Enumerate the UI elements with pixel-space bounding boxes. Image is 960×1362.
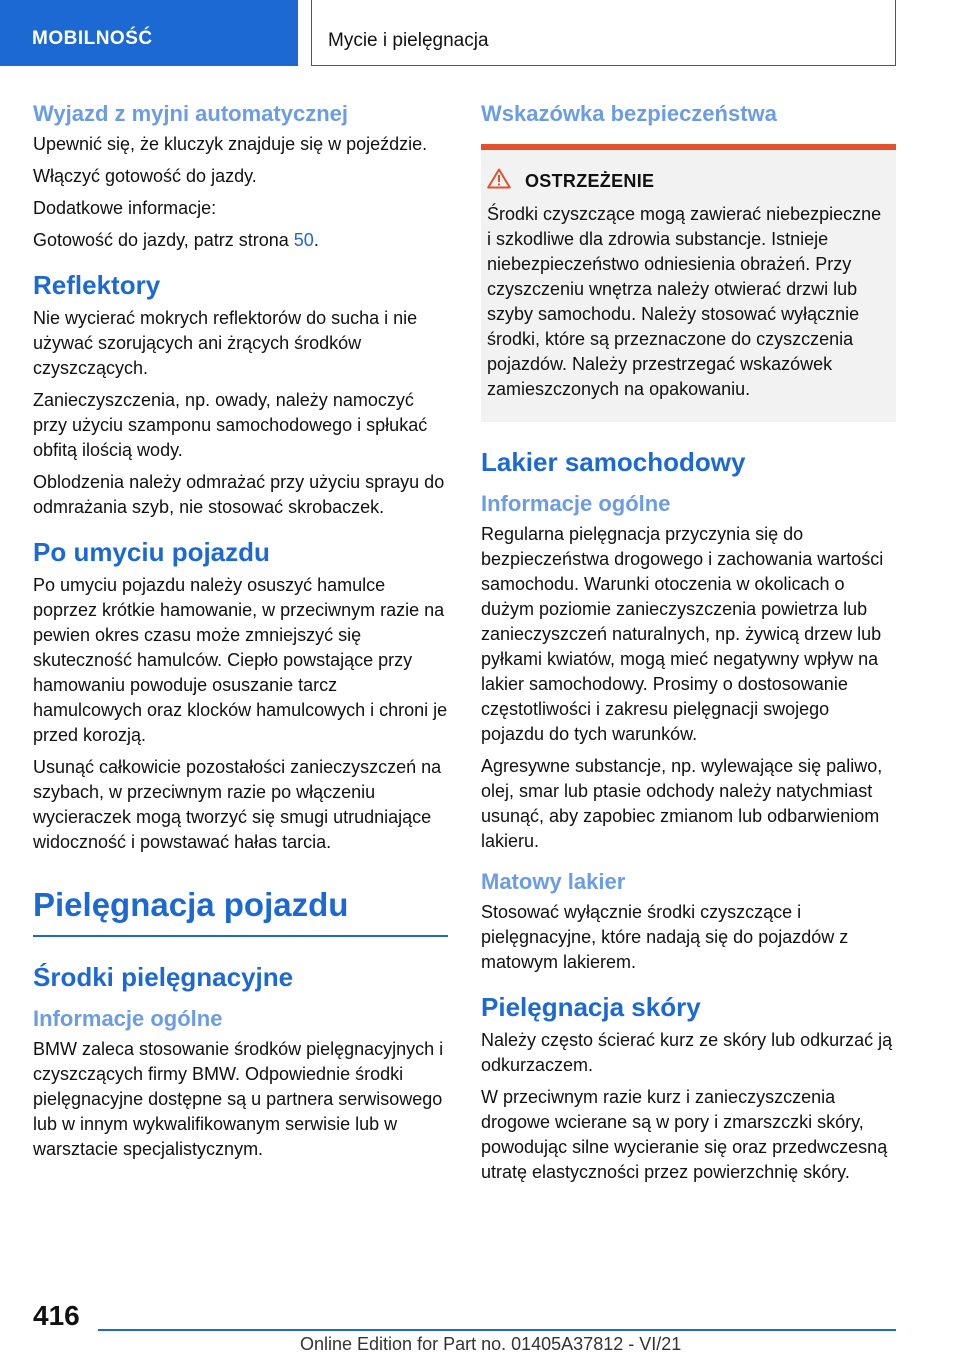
paint-p1: Regularna pielęgnacja przyczynia się do bezpieczeństwa drogowego i zachowania wartości samochodu. Warunki otoczenia w okolicach o dużym poziomie zanieczyszczenia powietrza lub zanieczyszczeń naturalnych, np. żywicą drzew lub pyłkami kwiatów, mogą mieć negatywny wpływ na lakier samochodowy. Prosimy o dostosowanie częstotliwości i zakresu pielęgnacji swojego pojazdu do tych warunków. [481, 524, 884, 744]
ready-to-drive-text: Gotowość do jazdy, patrz strona [33, 230, 294, 250]
chapter-title: Mycie i pielęgnacja [328, 30, 489, 51]
chapter-tab [311, 0, 896, 66]
page-header [0, 0, 960, 66]
section-tab [0, 0, 298, 66]
car-wash-exit-p4 [33, 228, 448, 253]
matte-paint-heading: Matowy lakier [481, 869, 626, 894]
headlights-p3: Oblodzenia należy odmrażać przy użyciu sprayu do odmrażania szyb, nie stosować skrobaczek. [33, 472, 445, 517]
leather-heading: Pielęgnacja skóry [481, 992, 701, 1022]
leather-p2: W przeciwnym razie kurz i zanieczyszczenia drogowe wcierane są w pory i zmarszczki skóry, powodując silne wycieranie się oraz przedwczesną utratę elastyczności przez powierzchnię skóry. [481, 1087, 888, 1182]
care-general-heading: Informacje ogólne [33, 1006, 223, 1031]
left-column [33, 100, 448, 1169]
page-number: 416 [33, 1300, 80, 1331]
page-reference-link[interactable]: 50 [293, 230, 314, 250]
care-general-p1: BMW zaleca stosowanie środków pielęgnacyjnych i czyszczących firmy BMW. Odpowiednie środki pielęgnacyjne dostępne są u partnera serwisowego lub w innym wykwalifikowanym serwisie lub w warsztacie specjalistycznym. [33, 1039, 444, 1159]
matte-paint-p1: Stosować wyłącznie środki czyszczące i pielęgnacyjne, które nadają się do pojazdów z matowym lakierem. [481, 902, 849, 972]
ready-to-drive-end: . [313, 230, 319, 250]
after-wash-heading: Po umyciu pojazdu [33, 537, 270, 567]
headlights-p1: Nie wycierać mokrych reflektorów do sucha i nie używać szorujących ani żrących środków czyszczących. [33, 308, 418, 378]
edition-note: Online Edition for Part no. 01405A37812 - VI/21 [300, 1334, 682, 1354]
car-wash-exit-p1: Upewnić się, że kluczyk znajduje się w pojeździe. [33, 134, 428, 154]
after-wash-p2: Usunąć całkowicie pozostałości zanieczyszczeń na szybach, w przeciwnym razie po włączeniu wycieraczek mogą tworzyć się smugi utrudniające widoczność i powstawać hałas tarcia. [33, 757, 442, 852]
paint-general-heading: Informacje ogólne [481, 491, 671, 516]
warning-block [481, 144, 896, 422]
headlights-p2: Zanieczyszczenia, np. owady, należy namoczyć przy użyciu szamponu samochodowego i spłukać obfitą ilością wody. [33, 390, 428, 460]
paint-heading: Lakier samochodowy [481, 447, 746, 477]
warning-box [481, 150, 896, 422]
chapter-heading: Pielęgnacja pojazdu [33, 885, 448, 937]
warning-text: Środki czyszczące mogą zawierać niebezpieczne i szkodliwe dla zdrowia substancje. Istnieje niebezpieczeństwo odniesienia obrażeń. Przy czyszczeniu wnętrza należy otwierać drzwi lub szyby samochodu. Należy stosować wyłącznie środki, które są przeznaczone do czyszczenia pojazdów. Należy przestrzegać wskazówek zamieszczonych na opakowaniu. [487, 204, 882, 399]
car-wash-exit-p2: Włączyć gotowość do jazdy. [33, 166, 257, 186]
headlights-heading: Reflektory [33, 270, 161, 300]
section-title: MOBILNOŚĆ [32, 28, 153, 49]
footer-rule [98, 1329, 896, 1331]
leather-p1: Należy często ścierać kurz ze skóry lub odkurzać ją odkurzaczem. [481, 1030, 893, 1075]
safety-heading: Wskazówka bezpieczeństwa [481, 101, 777, 126]
warning-triangle-icon [487, 168, 511, 194]
right-column [481, 100, 896, 1192]
warning-label: OSTRZEŻENIE [525, 170, 655, 191]
paint-p2: Agresywne substancje, np. wylewające się paliwo, olej, smar lub ptasie odchody należy natychmiast usunąć, aby zapobiec zmianom lub odbarwieniom lakieru. [481, 756, 883, 851]
car-wash-exit-p3: Dodatkowe informacje: [33, 198, 217, 218]
care-products-heading: Środki pielęgnacyjne [33, 962, 294, 992]
after-wash-p1: Po umyciu pojazdu należy osuszyć hamulce poprzez krótkie hamowanie, w przeciwnym razie na pewien okres czasu może zmniejszyć się skuteczność hamulców. Ciepło powstające przy hamowaniu powoduje osuszanie tarcz hamulcowych oraz klocków hamulcowych i chroni je przed korozją. [33, 575, 448, 745]
car-wash-exit-heading: Wyjazd z myjni automatycznej [33, 101, 349, 126]
warning-title [487, 168, 886, 194]
